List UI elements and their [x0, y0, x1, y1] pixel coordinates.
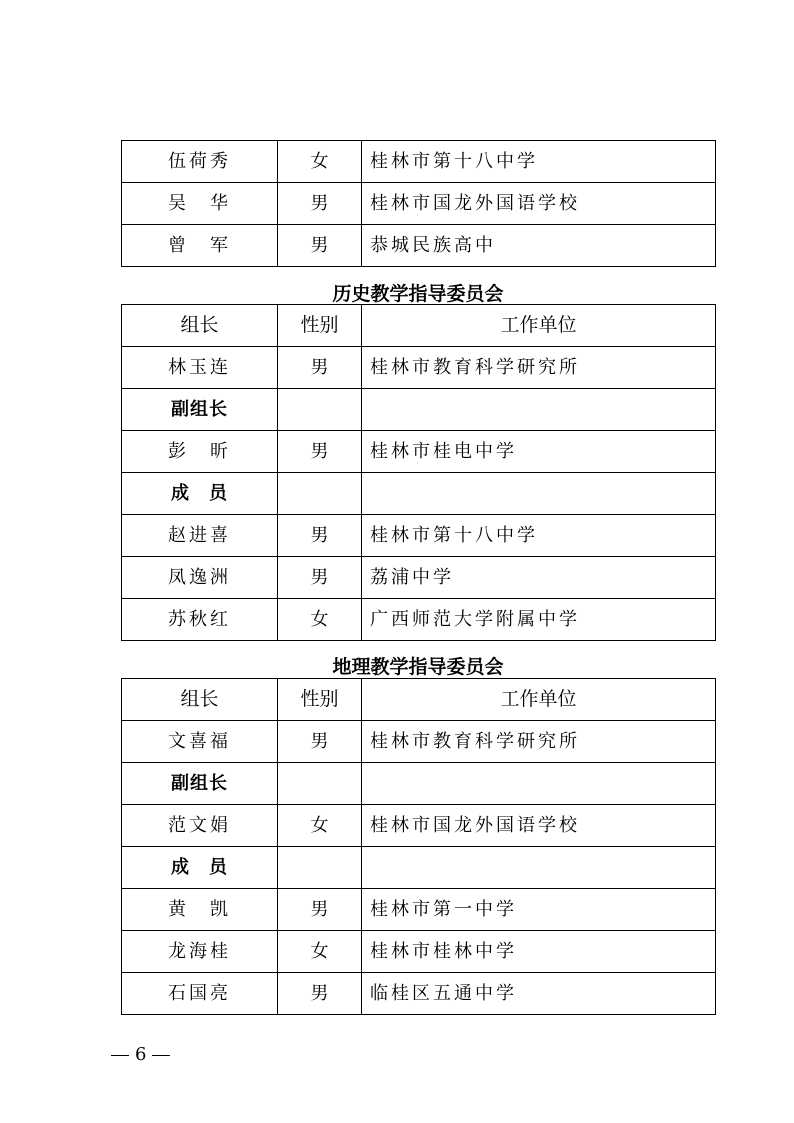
table-row — [122, 557, 716, 599]
deputy-label: 副组长 — [122, 389, 278, 431]
leader-unit: 桂林市教育科学研究所 — [362, 347, 716, 389]
table-row — [122, 225, 716, 267]
role-row — [122, 847, 716, 889]
member-name: 凤逸洲 — [122, 557, 278, 599]
member-name: 曾 军 — [122, 225, 278, 267]
deputy-unit: 桂林市桂电中学 — [362, 431, 716, 473]
member-name: 吴 华 — [122, 183, 278, 225]
table-header-row — [122, 305, 716, 347]
member-name: 苏秋红 — [122, 599, 278, 641]
deputy-name: 彭 昕 — [122, 431, 278, 473]
geography-committee-title: 地理教学指导委员会 — [332, 656, 504, 678]
continuation-table — [121, 140, 716, 267]
table-row — [122, 599, 716, 641]
page-number-value: 6 — [135, 1044, 147, 1065]
members-label: 成 员 — [122, 473, 278, 515]
header-leader: 组长 — [122, 679, 278, 721]
deputy-unit: 桂林市国龙外国语学校 — [362, 805, 716, 847]
table-row — [122, 347, 716, 389]
history-committee-table — [121, 304, 716, 641]
member-gender: 男 — [278, 515, 362, 557]
member-gender: 男 — [278, 183, 362, 225]
table-row — [122, 183, 716, 225]
header-leader: 组长 — [122, 305, 278, 347]
member-gender: 男 — [278, 973, 362, 1015]
member-gender: 女 — [278, 931, 362, 973]
member-name: 赵进喜 — [122, 515, 278, 557]
geography-committee-table — [121, 678, 716, 1015]
member-unit: 桂林市第十八中学 — [362, 141, 716, 183]
member-unit: 荔浦中学 — [362, 557, 716, 599]
table-row — [122, 889, 716, 931]
deputy-label: 副组长 — [122, 763, 278, 805]
deputy-name: 范文娟 — [122, 805, 278, 847]
role-row — [122, 763, 716, 805]
members-label: 成 员 — [122, 847, 278, 889]
member-unit: 恭城民族高中 — [362, 225, 716, 267]
leader-name: 林玉连 — [122, 347, 278, 389]
member-unit: 桂林市第一中学 — [362, 889, 716, 931]
member-unit: 桂林市第十八中学 — [362, 515, 716, 557]
member-name: 伍荷秀 — [122, 141, 278, 183]
member-unit: 广西师范大学附属中学 — [362, 599, 716, 641]
deputy-gender: 男 — [278, 431, 362, 473]
member-gender: 男 — [278, 889, 362, 931]
table-row — [122, 515, 716, 557]
leader-gender: 男 — [278, 721, 362, 763]
member-unit: 桂林市桂林中学 — [362, 931, 716, 973]
table-header-row — [122, 679, 716, 721]
history-committee-title: 历史教学指导委员会 — [332, 283, 504, 305]
header-unit: 工作单位 — [362, 305, 716, 347]
deputy-gender: 女 — [278, 805, 362, 847]
member-gender: 女 — [278, 141, 362, 183]
member-unit: 桂林市国龙外国语学校 — [362, 183, 716, 225]
header-unit: 工作单位 — [362, 679, 716, 721]
member-gender: 女 — [278, 599, 362, 641]
member-name: 石国亮 — [122, 973, 278, 1015]
dash-right — [152, 1055, 170, 1056]
dash-left — [111, 1055, 129, 1056]
table-row — [122, 431, 716, 473]
page-number — [105, 1044, 176, 1065]
leader-unit: 桂林市教育科学研究所 — [362, 721, 716, 763]
leader-name: 文喜福 — [122, 721, 278, 763]
member-gender: 男 — [278, 557, 362, 599]
role-row — [122, 473, 716, 515]
member-unit: 临桂区五通中学 — [362, 973, 716, 1015]
table-row — [122, 721, 716, 763]
table-row — [122, 141, 716, 183]
member-name: 龙海桂 — [122, 931, 278, 973]
table-row — [122, 931, 716, 973]
header-gender: 性别 — [278, 679, 362, 721]
member-gender: 男 — [278, 225, 362, 267]
role-row — [122, 389, 716, 431]
header-gender: 性别 — [278, 305, 362, 347]
leader-gender: 男 — [278, 347, 362, 389]
table-row — [122, 805, 716, 847]
member-name: 黄 凯 — [122, 889, 278, 931]
table-row — [122, 973, 716, 1015]
